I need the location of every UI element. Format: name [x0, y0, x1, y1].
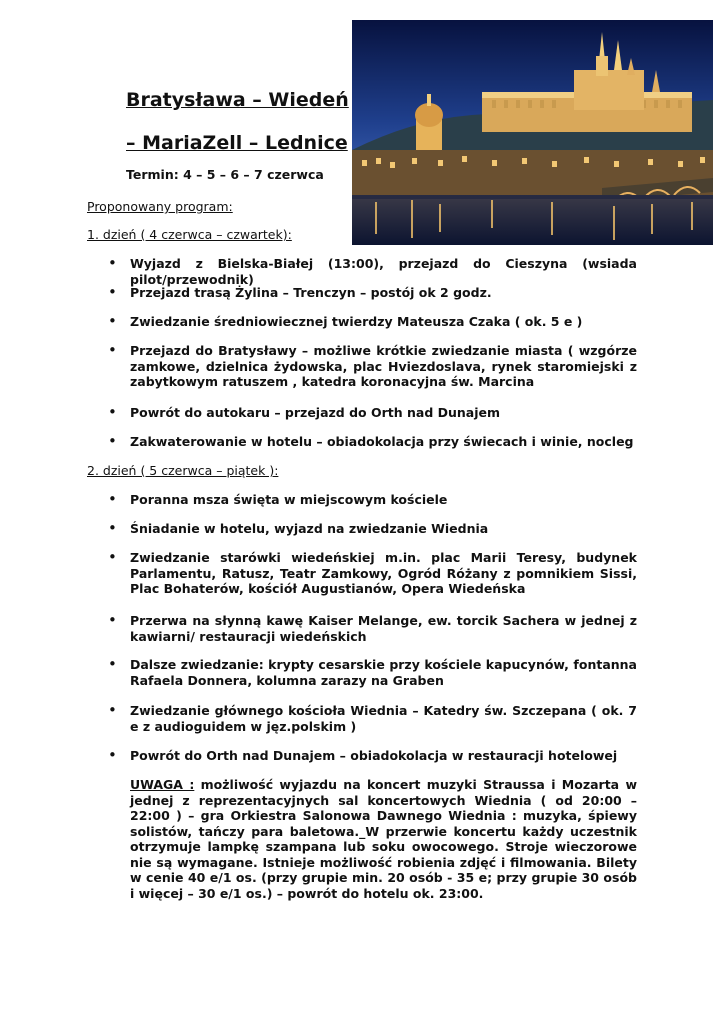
- title-line-1: Bratysława – Wiedeń: [126, 89, 349, 111]
- day1-item-5: • Powrót do autokaru – przejazd do Orth nad Dunajem: [130, 405, 637, 421]
- day1-item-6: • Zakwaterowanie w hotelu – obiadokolacja przy świecach i winie, nocleg: [130, 434, 637, 450]
- day2-item-5: • Dalsze zwiedzanie: krypty cesarskie przy kościele kapucynów, fontanna Rafaela Donnera, kolumna zarazy na Graben: [130, 657, 637, 688]
- day2-item-7: • Powrót do Orth nad Dunajem – obiadokolacja w restauracji hotelowej: [130, 748, 637, 764]
- day1-item-2: • Przejazd trasą Żylina – Trenczyn – postój ok 2 godz.: [130, 285, 637, 301]
- program-label: Proponowany program:: [87, 199, 233, 214]
- day1-item-3: • Zwiedzanie średniowiecznej twierdzy Mateusza Czaka ( ok. 5 e ): [130, 314, 637, 330]
- day2-item-4: • Przerwa na słynną kawę Kaiser Melange, ew. torcik Sachera w jednej z kawiarni/ restauracji wiedeńskich: [130, 613, 637, 644]
- day1-header: 1. dzień ( 4 czerwca – czwartek):: [87, 227, 292, 242]
- uwaga-label: UWAGA :: [130, 777, 195, 792]
- day2-item-3: • Zwiedzanie starówki wiedeńskiej m.in. plac Marii Teresy, budynek Parlamentu, Ratusz, Teatr Zamkowy, Ogród Różany z pomnikiem Sissi, Plac Bohaterów, kościół Augustianów, Opera Wiedeńska: [130, 550, 637, 597]
- day2-header: 2. dzień ( 5 czerwca – piątek ):: [87, 463, 279, 478]
- uwaga-note: [130, 777, 637, 901]
- day2-item-6: • Zwiedzanie głównego kościoła Wiednia – Katedry św. Szczepana ( ok. 7 e z audioguidem w jęz.polskim ): [130, 703, 637, 734]
- day1-item-1: • Wyjazd z Bielska-Białej (13:00), przejazd do Cieszyna (wsiada pilot/przewodnik): [130, 256, 637, 287]
- prague-castle-night-photo: [352, 20, 713, 245]
- day2-item-2: • Śniadanie w hotelu, wyjazd na zwiedzanie Wiednia: [130, 521, 637, 537]
- termin-dates: Termin: 4 – 5 – 6 – 7 czerwca: [126, 167, 324, 182]
- day2-item-1: • Poranna msza święta w miejscowym kościele: [130, 492, 637, 508]
- title-line-2: – MariaZell – Lednice: [126, 132, 348, 154]
- uwaga-text: możliwość wyjazdu na koncert muzyki Straussa i Mozarta w jednej z reprezentacyjnych sal koncertowych Wiednia ( od 20:00 – 22:00 ) – gra Orkiestra Salonowa Dawnego Wiednia : muzyka, śpiewy solistów, tańczy para baletowa._W przerwie koncertu każdy uczestnik otrzymuje lampkę szampana lub soku owocowego. Stroje wieczorowe nie są wymagane. Istnieje możliwość robienia zdjęć i filmowania. Bilety w cenie 40 e/1 os. (przy grupie min. 20 osób - 35 e; przy grupie 30 osób i więcej – 30 e/1 os.) – powrót do hotelu ok. 23:00.: [130, 777, 637, 901]
- day1-item-4: • Przejazd do Bratysławy – możliwe krótkie zwiedzanie miasta ( wzgórze zamkowe, dzielnica żydowska, plac Hviezdoslava, rynek staromiejski z zabytkowym ratuszem , katedra koronacyjna św. Marcina: [130, 343, 637, 390]
